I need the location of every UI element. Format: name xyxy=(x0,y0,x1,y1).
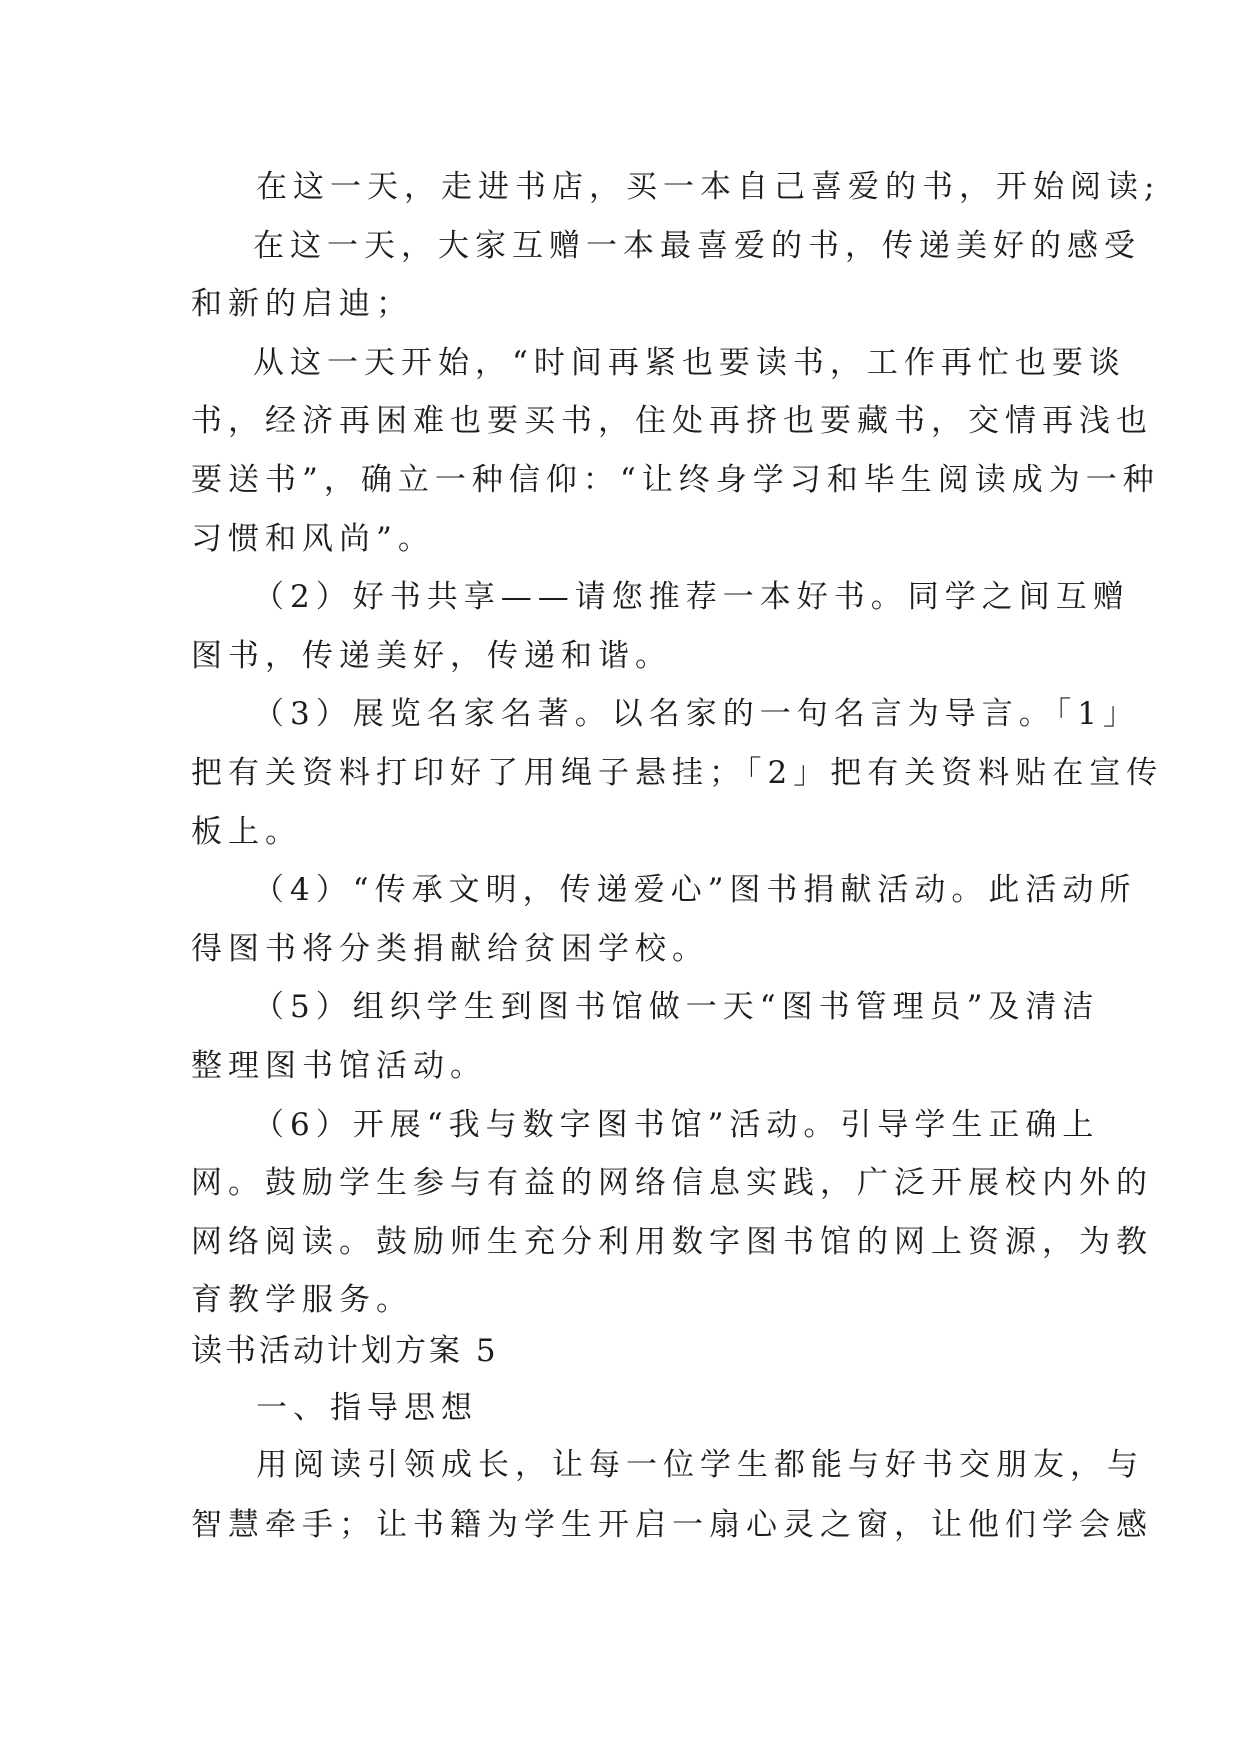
text-line: 在这一天，大家互赠一本最喜爱的书，传递美好的感受 xyxy=(253,228,1141,264)
text-line: （3）展览名家名著。以名家的一句名言为导言。「1」 xyxy=(253,696,1140,732)
text-line: （5）组织学生到图书馆做一天“图书管理员”及清洁 xyxy=(253,989,1100,1025)
text-line: 图书，传递美好，传递和谐。 xyxy=(191,638,672,674)
text-line: 网。鼓励学生参与有益的网络信息实践，广泛开展校内外的 xyxy=(191,1165,1153,1201)
text-line: 书，经济再困难也要买书，住处再挤也要藏书，交情再浅也 xyxy=(191,403,1153,439)
text-line: 在这一天，走进书店，买一本自己喜爱的书，开始阅读; xyxy=(256,169,1161,205)
text-line: 从这一天开始，“时间再紧也要读书，工作再忙也要谈 xyxy=(253,345,1126,381)
text-line: 智慧牵手；让书籍为学生开启一扇心灵之窗，让他们学会感 xyxy=(191,1507,1153,1543)
text-line: 习惯和风尚”。 xyxy=(191,521,435,557)
text-line: 用阅读引领成长，让每一位学生都能与好书交朋友，与 xyxy=(256,1447,1144,1483)
text-line: 整理图书馆活动。 xyxy=(191,1048,487,1084)
text-line: （4）“传承文明，传递爱心”图书捐献活动。此活动所 xyxy=(253,872,1137,908)
section-heading: 读书活动计划方案 5 xyxy=(191,1333,499,1369)
text-line: 要送书”，确立一种信仰：“让终身学习和毕生阅读成为一种 xyxy=(191,462,1160,498)
text-line: 育教学服务。 xyxy=(191,1282,413,1318)
text-line: 网络阅读。鼓励师生充分利用数字图书馆的网上资源，为教 xyxy=(191,1224,1153,1260)
subsection-heading: 一、指导思想 xyxy=(256,1390,478,1426)
text-line: 和新的启迪； xyxy=(191,286,413,322)
text-line: 板上。 xyxy=(191,814,302,850)
text-line: （6）开展“我与数字图书馆”活动。引导学生正确上 xyxy=(253,1107,1100,1143)
text-line: （2）好书共享——请您推荐一本好书。同学之间互赠 xyxy=(253,579,1130,615)
text-line: 得图书将分类捐献给贫困学校。 xyxy=(191,931,709,967)
text-line: 把有关资料打印好了用绳子悬挂；「2」把有关资料贴在宣传 xyxy=(191,755,1164,791)
